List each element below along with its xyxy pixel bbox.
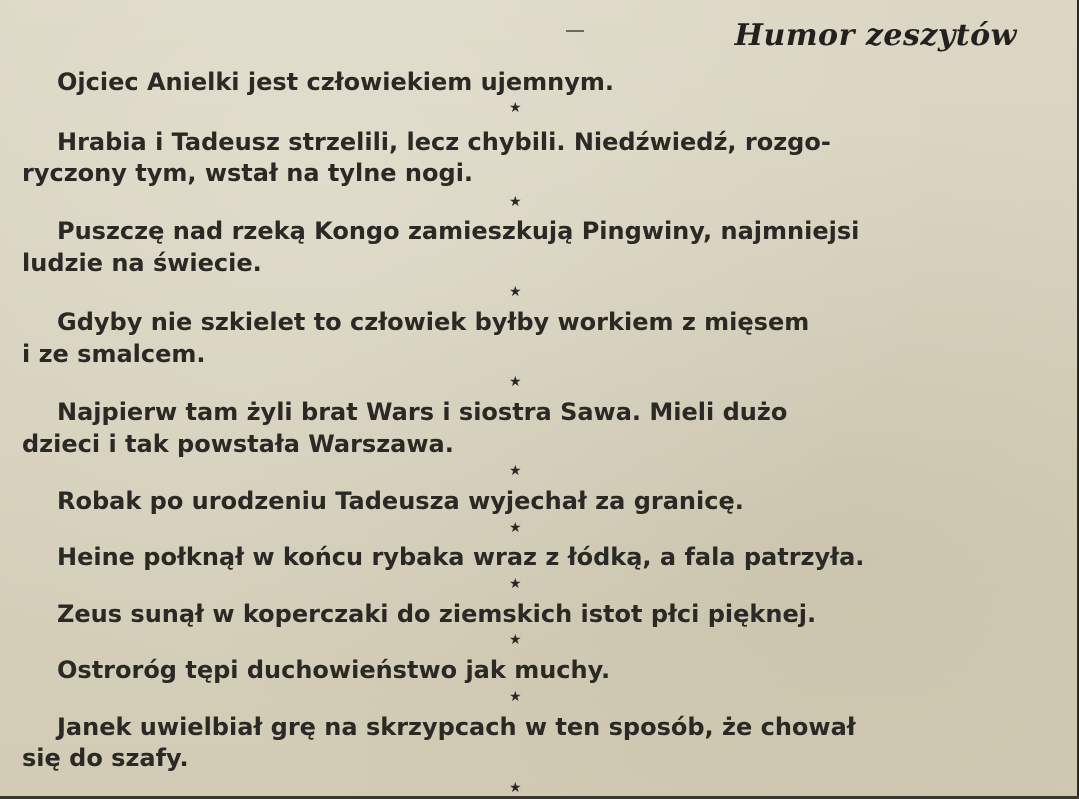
separator-star-icon: ★ xyxy=(509,284,522,300)
entry-5-line-1: Najpierw tam żyli brat Wars i siostra Sawa. Mieli dużo xyxy=(57,398,788,426)
entry-2-line-1 xyxy=(57,128,1015,156)
entry-3-line-1: Puszczę nad rzeką Kongo zamieszkują Pingwiny, najmniejsi xyxy=(57,217,860,245)
entry-2-line-2: ryczony tym, wstał na tylne nogi. xyxy=(22,159,474,187)
entry-4-line-1: Gdyby nie szkielet to człowiek byłby workiem z mięsem xyxy=(57,308,810,336)
separator-star-icon: ★ xyxy=(509,520,522,536)
entry-1-line-1: Ojciec Anielki jest człowiekiem ujemnym. xyxy=(57,68,615,96)
entry-8-line-1: Zeus sunął w koperczaki do ziemskich istot płci pięknej. xyxy=(57,600,817,628)
entry-7-line-1: Heine połknął w końcu rybaka wraz z łódką, a fala patrzyła. xyxy=(57,543,865,571)
entry-5-line-2: dzieci i tak powstała Warszawa. xyxy=(22,430,454,458)
separator-star-icon: ★ xyxy=(509,689,522,705)
entry-10-line-1: Janek uwielbiał grę na skrzypcach w ten sposób, że chował xyxy=(57,713,856,741)
page-title: Humor zeszytów xyxy=(734,18,1017,53)
separator-star-icon: ★ xyxy=(509,100,522,116)
entry-3-line-2: ludzie na świecie. xyxy=(22,249,262,277)
entry-9-line-1: Ostroróg tępi duchowieństwo jak muchy. xyxy=(57,656,611,684)
entry-10-line-2: się do szafy. xyxy=(22,744,189,772)
separator-star-icon: ★ xyxy=(509,576,522,592)
separator-star-icon: ★ xyxy=(509,780,522,796)
separator-star-icon: ★ xyxy=(509,374,522,390)
separator-star-icon: ★ xyxy=(509,463,522,479)
separator-star-icon: ★ xyxy=(509,194,522,210)
entry-2-line-1-text: Hrabia i Tadeusz strzelili, lecz chybili. Niedźwiedź, rozgo- xyxy=(57,128,831,156)
decorative-dash xyxy=(566,30,584,32)
entry-6-line-1: Robak po urodzeniu Tadeusza wyjechał za granicę. xyxy=(57,487,744,515)
entry-4-line-2: i ze smalcem. xyxy=(22,340,206,368)
separator-star-icon: ★ xyxy=(509,632,522,648)
